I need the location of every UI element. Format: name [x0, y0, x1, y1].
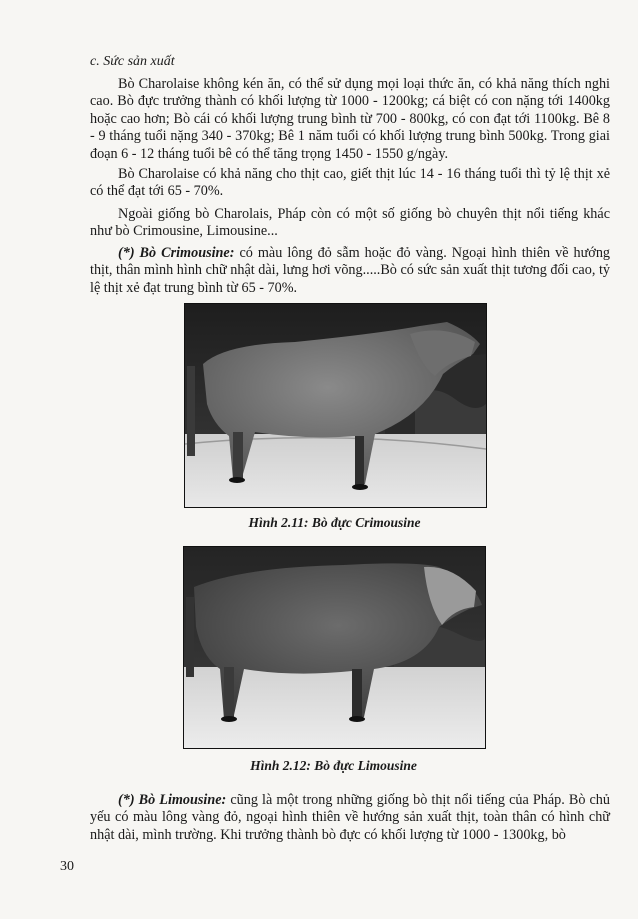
figure-caption-crimousine: Hình 2.11: Bò đực Crimousine	[248, 515, 421, 530]
figure-caption-limousine: Hình 2.12: Bò đực Limousine	[250, 758, 417, 773]
crimousine-text: có màu lông đỏ sẫm hoặc đỏ vàng. Ngoại hình thiên về hướng thịt, thân mình hình chữ nhật dài, lưng hơi võng.....Bò có sức sản xuất thịt tương đối cao, tỷ lệ thịt xẻ đạt trung bình từ 65 - 70%.	[90, 245, 611, 296]
paragraph-crimousine	[90, 245, 610, 297]
bull-photo-crimousine	[185, 304, 486, 507]
crimousine-label: (*) Bò Crimousine:	[118, 245, 235, 261]
paragraph-charolaise-meat: Bò Charolaise có khả năng cho thịt cao, giết thịt lúc 14 - 16 tháng tuổi thì tỷ lệ thịt xẻ có thể đạt tới 65 - 70%.	[90, 166, 610, 200]
figure-limousine-photo	[183, 546, 486, 749]
bull-photo-limousine	[184, 547, 485, 748]
section-heading: c. Sức sản xuất	[90, 54, 175, 69]
page-number: 30	[60, 859, 74, 874]
paragraph-other-breeds: Ngoài giống bò Charolais, Pháp còn có một số giống bò chuyên thịt nổi tiếng khác như bò Crimousine, Limousine...	[90, 206, 610, 240]
paragraph-charolaise-weight: Bò Charolaise không kén ăn, có thể sử dụng mọi loại thức ăn, có khả năng thích nghi cao. Bò đực trưởng thành có khối lượng từ 1000 - 1200kg; cá biệt có con nặng tới 1400kg hoặc cao hơn; Bò cái có khối lượng trung bình từ 700 - 800kg, có con đạt tới 1100kg. Bê 8 - 9 tháng tuổi nặng 340 - 370kg; Bê 1 năm tuổi có khối lượng trung bình 500kg. Trong giai đoạn 6 - 12 tháng tuổi bê có thể tăng trọng 1450 - 1550 g/ngày.	[90, 76, 610, 162]
limousine-text: cũng là một trong những giống bò thịt nổi tiếng của Pháp. Bò chủ yếu có màu lông vàng đỏ, ngoại hình thiên về hướng sản xuất thịt, toàn thân có hình chữ nhật dài, mình trường. Khi trưởng thành bò đực có khối lượng từ 1000 - 1300kg, bò	[90, 792, 610, 843]
paragraph-limousine	[90, 792, 610, 844]
figure-crimousine-photo	[184, 303, 487, 508]
limousine-label: (*) Bò Limousine:	[118, 792, 227, 808]
